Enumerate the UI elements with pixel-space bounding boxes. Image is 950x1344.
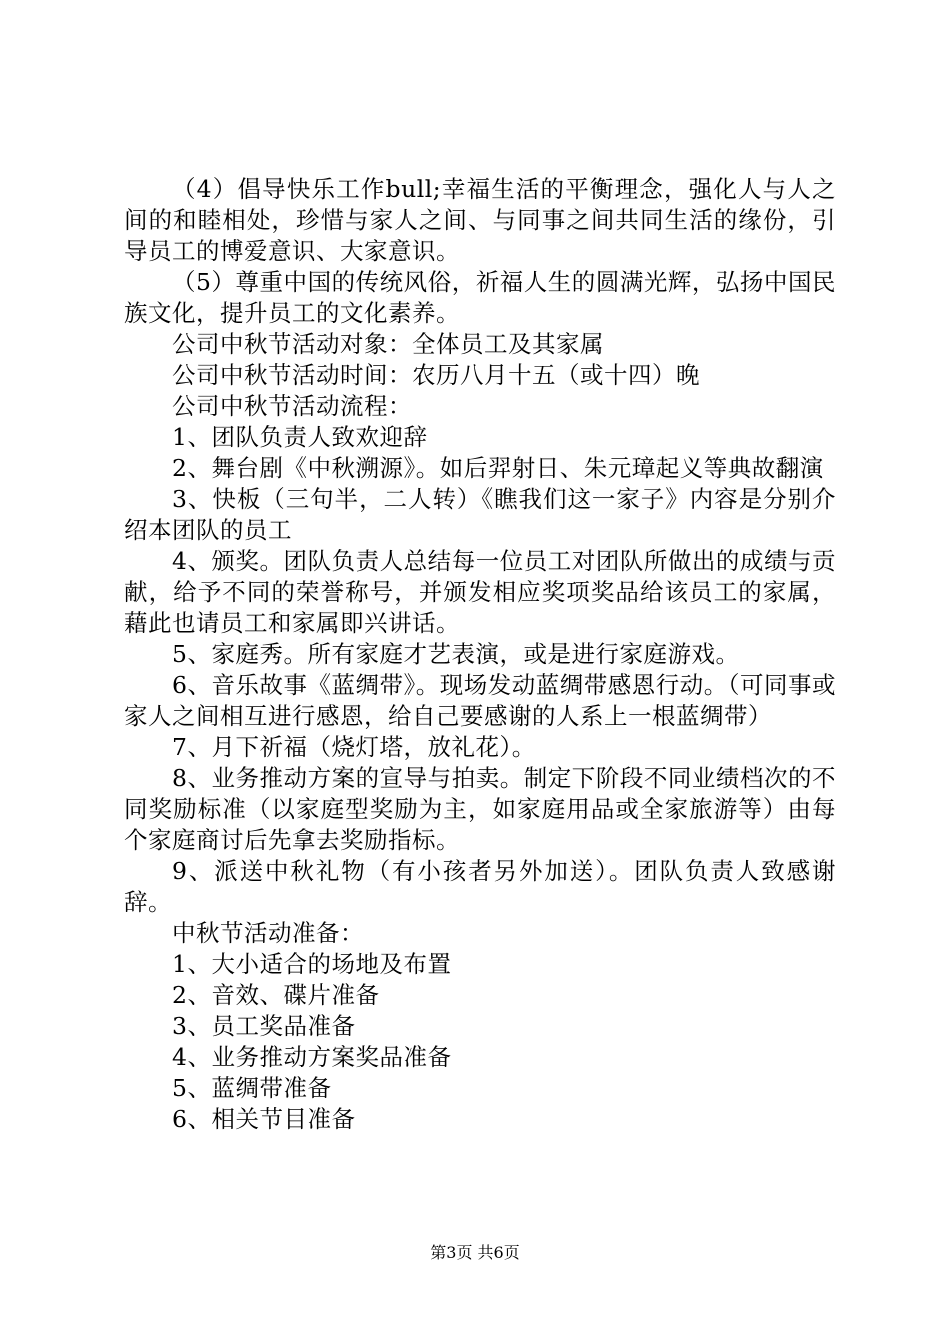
- page-number-footer: 第3页 共6页: [430, 1243, 520, 1262]
- list-item-prep-5: 5、蓝绸带准备: [172, 1074, 332, 1102]
- list-item-prep-6: 6、相关节目准备: [172, 1105, 356, 1133]
- list-item-flow-1: 1、团队负责人致欢迎辞: [172, 423, 428, 451]
- list-item-flow-8: 8、业务推动方案的宣导与拍卖。制定下阶段不同业绩档次的不同奖励标准（以家庭型奖励为主，如家庭用品或全家旅游等）由每个家庭商讨后先拿去奖励指标。: [124, 764, 836, 854]
- list-item-flow-3: 3、快板（三句半，二人转）《瞧我们这一家子》内容是分别介绍本团队的员工: [124, 485, 836, 544]
- paragraph-goal-4: （4）倡导快乐工作bull;幸福生活的平衡理念，强化人与人之间的和睦相处，珍惜与家人之间、与同事之间共同生活的缘份，引导员工的博爱意识、大家意识。: [124, 175, 836, 265]
- paragraph-activity-target: 公司中秋节活动对象：全体员工及其家属: [172, 330, 604, 358]
- list-item-prep-4: 4、业务推动方案奖品准备: [172, 1043, 452, 1071]
- list-item-flow-6: 6、音乐故事《蓝绸带》。现场发动蓝绸带感恩行动。（可同事或家人之间相互进行感恩，给自己要感谢的人系上一根蓝绸带）: [124, 671, 836, 730]
- list-item-prep-1: 1、大小适合的场地及布置: [172, 950, 452, 978]
- paragraph-goal-5: （5）尊重中国的传统风俗，祈福人生的圆满光辉，弘扬中国民族文化，提升员工的文化素养。: [124, 268, 836, 327]
- paragraph-preparation-heading: 中秋节活动准备：: [172, 919, 364, 947]
- list-item-flow-2: 2、舞台剧《中秋溯源》。如后羿射日、朱元璋起义等典故翻演: [172, 454, 824, 482]
- document-body: [124, 174, 836, 1135]
- list-item-flow-4: 4、颁奖。团队负责人总结每一位员工对团队所做出的成绩与贡献，给予不同的荣誉称号，并颁发相应奖项奖品给该员工的家属，藉此也请员工和家属即兴讲话。: [124, 547, 836, 637]
- list-item-flow-5: 5、家庭秀。所有家庭才艺表演，或是进行家庭游戏。: [172, 640, 740, 668]
- list-item-prep-3: 3、员工奖品准备: [172, 1012, 356, 1040]
- paragraph-activity-flow-heading: 公司中秋节活动流程：: [172, 392, 412, 420]
- paragraph-activity-time: 公司中秋节活动时间：农历八月十五（或十四）晚: [172, 361, 700, 389]
- list-item-prep-2: 2、音效、碟片准备: [172, 981, 380, 1009]
- list-item-flow-9: 9、派送中秋礼物（有小孩者另外加送）。团队负责人致感谢辞。: [124, 857, 836, 916]
- list-item-flow-7: 7、月下祈福（烧灯塔，放礼花）。: [172, 733, 536, 761]
